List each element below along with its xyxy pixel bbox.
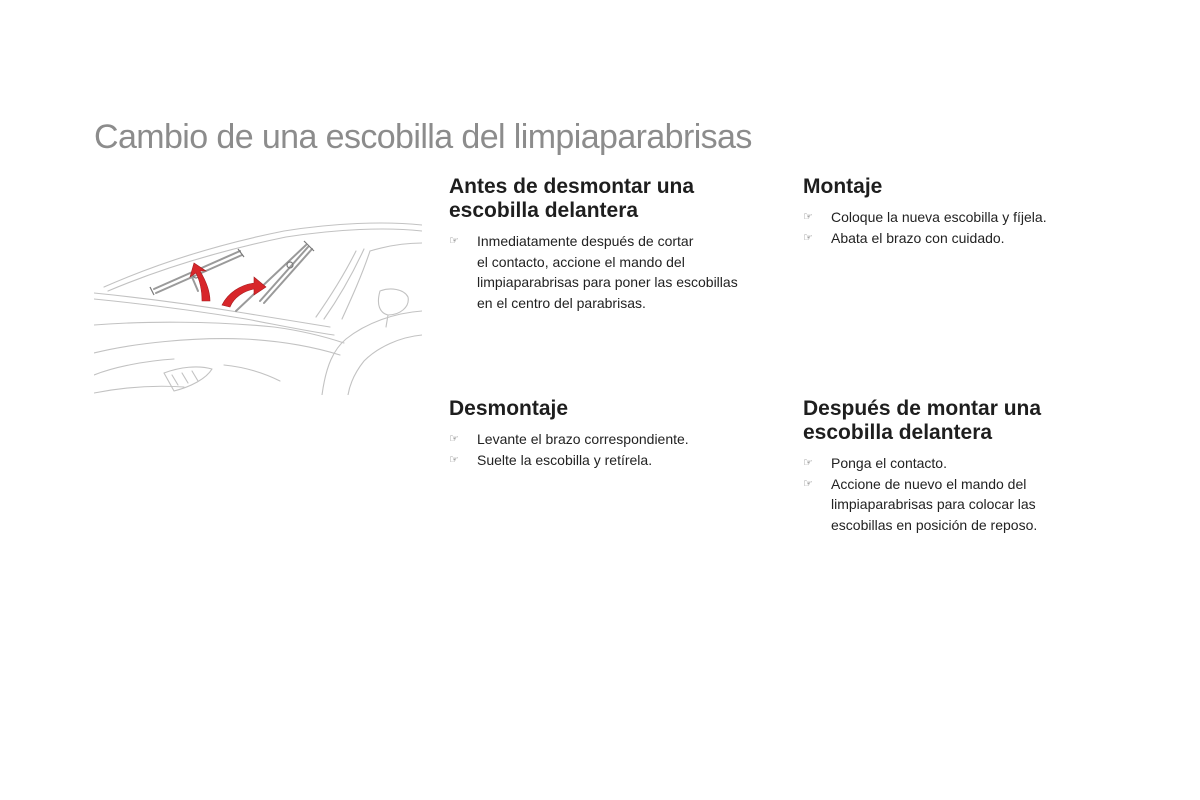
list-item <box>449 231 771 313</box>
pointing-hand-icon: ☞ <box>803 230 813 244</box>
section-heading <box>449 397 779 421</box>
section-after-mounting <box>803 397 1103 535</box>
section-heading <box>449 175 771 223</box>
list-item <box>449 429 779 450</box>
windshield-wiper-illustration <box>94 215 422 395</box>
section-removal <box>449 397 779 470</box>
instruction-list <box>803 207 1133 248</box>
instruction-list <box>803 453 1103 535</box>
list-item <box>803 207 1133 228</box>
instruction-list <box>449 231 771 313</box>
list-item <box>803 453 1103 474</box>
list-item <box>449 450 779 471</box>
heading-line: escobilla delantera <box>803 421 993 444</box>
heading-line: Montaje <box>803 175 883 198</box>
item-text-line: el contacto, accione el mando del <box>477 253 685 270</box>
pointing-hand-icon: ☞ <box>449 452 459 466</box>
pointing-hand-icon: ☞ <box>803 476 813 490</box>
list-item <box>803 474 1103 536</box>
item-text-line: Coloque la nueva escobilla y fíjela. <box>831 209 1047 225</box>
item-text-line: limpiaparabrisas para poner las escobillas <box>477 274 738 290</box>
section-heading <box>803 397 1103 445</box>
item-text-line: en el centro del parabrisas. <box>477 294 646 311</box>
heading-line: Antes de desmontar una <box>449 175 695 198</box>
section-before-removal <box>449 175 771 313</box>
section-mounting <box>803 175 1133 248</box>
item-text-line: Ponga el contacto. <box>831 455 947 471</box>
item-text-line: Accione de nuevo el mando del <box>831 475 1027 492</box>
pointing-hand-icon: ☞ <box>803 210 813 223</box>
item-text-line: limpiaparabrisas para colocar las <box>831 496 1036 512</box>
item-text-line: Inmediatamente después de cortar <box>477 233 694 249</box>
heading-line: Después de montar una <box>803 397 1042 420</box>
item-text-line: Abata el brazo con cuidado. <box>831 229 1005 246</box>
pointing-hand-icon: ☞ <box>803 456 813 469</box>
item-text-line: Suelte la escobilla y retírela. <box>477 451 653 468</box>
heading-line: Desmontaje <box>449 397 569 420</box>
page-title: Cambio de una escobilla del limpiaparabrisas <box>94 118 752 156</box>
pointing-hand-icon: ☞ <box>449 234 459 247</box>
pointing-hand-icon: ☞ <box>449 432 459 445</box>
item-text-line: escobillas en posición de reposo. <box>831 516 1038 533</box>
item-text-line: Levante el brazo correspondiente. <box>477 431 689 447</box>
heading-line: escobilla delantera <box>449 199 639 222</box>
list-item <box>803 228 1133 249</box>
section-heading <box>803 175 1133 199</box>
instruction-list <box>449 429 779 470</box>
